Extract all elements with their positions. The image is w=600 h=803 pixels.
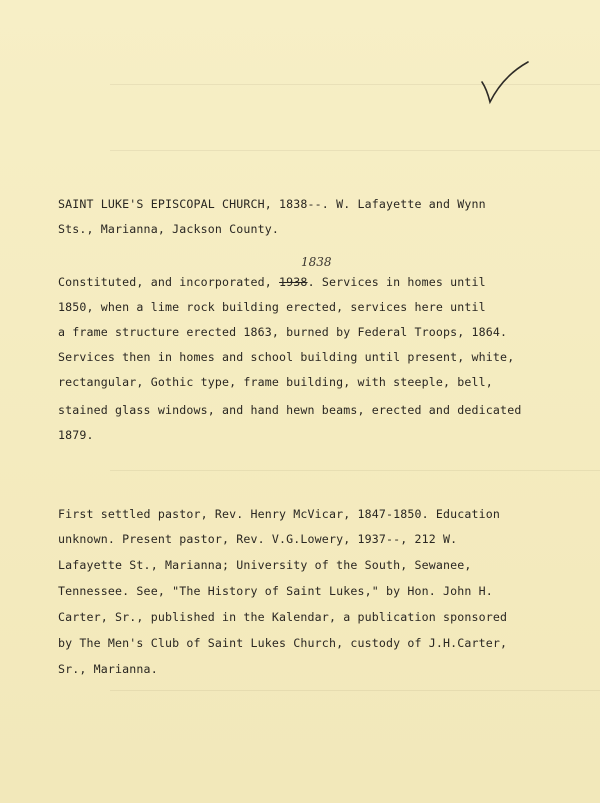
- paragraph-2-line-3: Lafayette St., Marianna; University of the South, Sewanee,: [58, 558, 472, 572]
- paragraph-2-line-2: unknown. Present pastor, Rev. V.G.Lowery, 1937--, 212 W.: [58, 532, 458, 546]
- paragraph-2-line-7: Sr., Marianna.: [58, 662, 158, 676]
- paragraph-2-line-5: Carter, Sr., published in the Kalendar, a publication sponsored: [58, 610, 508, 624]
- faint-rule: [110, 470, 600, 471]
- check-mark-icon: [476, 60, 536, 110]
- paragraph-1-line-4: Services then in homes and school building until present, white,: [58, 350, 515, 364]
- heading-line-2: Sts., Marianna, Jackson County.: [58, 222, 280, 236]
- paragraph-2-line-1: First settled pastor, Rev. Henry McVicar, 1847-1850. Education: [58, 507, 501, 521]
- struck-date: 1938: [279, 275, 308, 289]
- bleed-through-text: [150, 40, 157, 53]
- paragraph-2-line-6: by The Men's Club of Saint Lukes Church, custody of J.H.Carter,: [58, 636, 508, 650]
- faint-rule: [110, 150, 600, 151]
- paragraph-1-line-6: stained glass windows, and hand hewn beams, erected and dedicated: [58, 403, 522, 417]
- heading-line-1: SAINT LUKE'S EPISCOPAL CHURCH, 1838--. W. Lafayette and Wynn: [58, 197, 486, 211]
- paragraph-1-line-1-post: . Services in homes until: [307, 275, 486, 289]
- paragraph-1-line-1: [58, 275, 486, 289]
- faint-rule: [110, 690, 600, 691]
- paragraph-1-line-5: rectangular, Gothic type, frame building, with steeple, bell,: [58, 375, 493, 389]
- paragraph-1-line-3: a frame structure erected 1863, burned by Federal Troops, 1864.: [58, 325, 508, 339]
- handwritten-correction: 1838: [301, 255, 332, 269]
- paragraph-1-line-2: 1850, when a lime rock building erected, services here until: [58, 300, 486, 314]
- paragraph-1-line-7: 1879.: [58, 428, 94, 442]
- paragraph-2-line-4: Tennessee. See, "The History of Saint Lukes," by Hon. John H.: [58, 584, 493, 598]
- paragraph-1-line-1-pre: Constituted, and incorporated,: [58, 275, 280, 289]
